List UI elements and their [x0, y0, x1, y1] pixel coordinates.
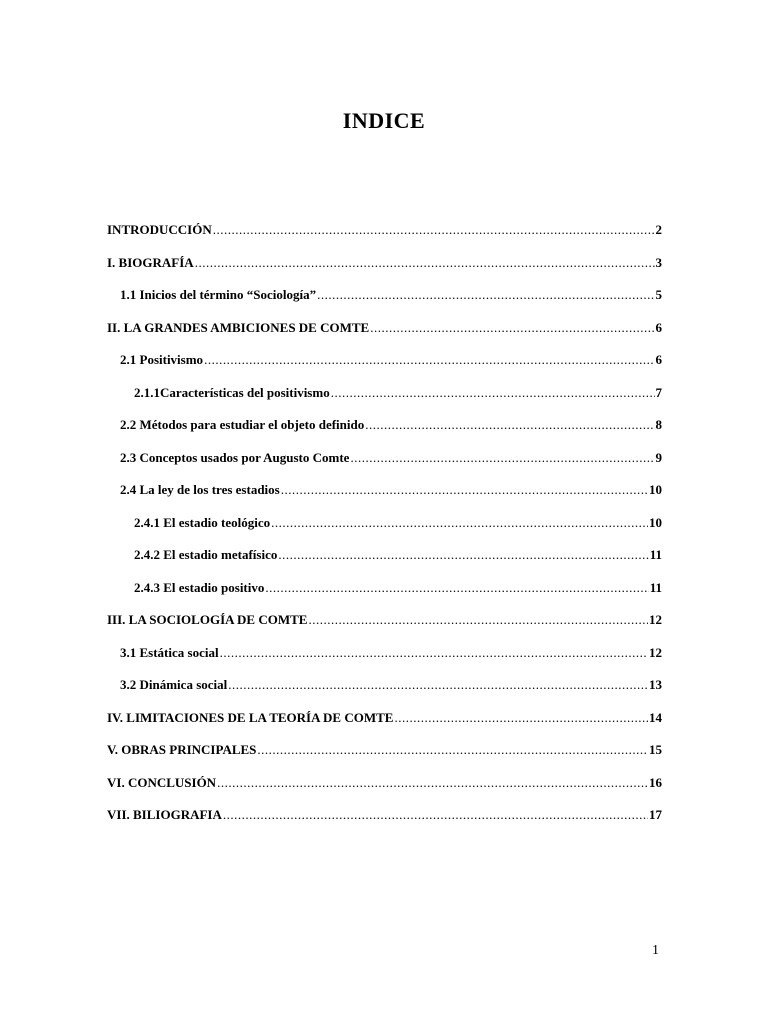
toc-entry-page: 17: [649, 807, 662, 822]
toc-entry-page: 15: [649, 742, 662, 757]
toc-entry[interactable]: [107, 547, 662, 580]
toc-entry[interactable]: [107, 742, 662, 775]
toc-entry[interactable]: [107, 385, 662, 418]
toc-entry[interactable]: [107, 450, 662, 483]
toc-leader: [350, 450, 654, 466]
toc-entry-label: INTRODUCCIÓN: [107, 222, 212, 237]
toc-entry-label: 3.2 Dinámica social: [120, 677, 228, 692]
toc-entry[interactable]: [107, 677, 662, 710]
toc-entry-page: 9: [655, 449, 662, 465]
toc-leader: [278, 547, 648, 563]
toc-leader: [331, 385, 655, 401]
toc-entry-label: 2.4.3 El estadio positivo: [134, 579, 265, 595]
toc-entry[interactable]: [107, 482, 662, 515]
toc-entry-label: VII. BILIOGRAFIA: [107, 807, 222, 822]
toc-entry[interactable]: [107, 320, 662, 353]
toc-entry-page: 2: [655, 222, 662, 237]
toc-entry-page: 16: [649, 774, 662, 790]
toc-leader: [370, 320, 654, 336]
toc-entry[interactable]: [107, 255, 662, 288]
toc-leader: [223, 807, 648, 823]
toc-entry[interactable]: [107, 417, 662, 450]
toc-entry-label: 2.4.2 El estadio metafísico: [134, 547, 278, 562]
toc-entry-page: 5: [655, 287, 662, 302]
toc-entry-page: 10: [649, 514, 662, 530]
toc-leader: [317, 287, 654, 303]
toc-entry[interactable]: [107, 580, 662, 613]
toc-leader: [281, 482, 648, 498]
toc-entry-page: 3: [655, 254, 662, 270]
toc-entry-label: 2.4 La ley de los tres estadios: [120, 482, 280, 497]
toc-entry[interactable]: [107, 287, 662, 320]
toc-leader: [204, 352, 654, 368]
toc-entry[interactable]: [107, 807, 662, 840]
toc-leader: [308, 612, 648, 628]
toc-leader: [217, 775, 648, 791]
toc-entry-page: 13: [649, 677, 662, 692]
toc-leader: [257, 742, 648, 758]
toc-entry-label: 2.4.1 El estadio teológico: [134, 514, 271, 530]
toc-entry-page: 14: [649, 709, 662, 725]
toc-entry-page: 12: [649, 612, 662, 627]
toc-entry-page: 11: [649, 547, 662, 562]
toc-leader: [265, 580, 648, 596]
toc-entry-label: 3.1 Estática social: [120, 644, 219, 660]
toc-entry[interactable]: [107, 710, 662, 743]
toc-leader: [394, 710, 648, 726]
toc-entry-page: 10: [649, 482, 662, 497]
toc-entry-page: 6: [655, 319, 662, 335]
toc-leader: [271, 515, 648, 531]
toc-entry-label: 2.1 Positivismo: [120, 352, 204, 367]
toc-entry[interactable]: [107, 352, 662, 385]
toc-entry-page: 8: [655, 417, 662, 432]
toc-entry-page: 12: [649, 644, 662, 660]
toc-leader: [195, 255, 655, 271]
toc-leader: [213, 222, 655, 238]
toc-leader: [228, 677, 648, 693]
toc-entry-label: IV. LIMITACIONES DE LA TEORÍA DE COMTE: [107, 709, 394, 725]
page-number: 1: [652, 943, 659, 958]
toc-entry-label: II. LA GRANDES AMBICIONES DE COMTE: [107, 319, 370, 335]
table-of-contents: [107, 222, 662, 840]
toc-entry-page: 11: [649, 579, 662, 595]
toc-entry-label: 2.1.1Características del positivismo: [134, 384, 330, 400]
toc-entry-label: III. LA SOCIOLOGÍA DE COMTE: [107, 612, 308, 627]
toc-leader: [220, 645, 648, 661]
toc-entry[interactable]: [107, 645, 662, 678]
toc-entry-label: VI. CONCLUSIÓN: [107, 774, 217, 790]
toc-entry-page: 7: [655, 384, 662, 400]
toc-entry-label: 1.1 Inicios del término “Sociología”: [120, 287, 317, 302]
page-title: INDICE: [342, 108, 426, 133]
toc-entry-label: 2.2 Métodos para estudiar el objeto definido: [120, 417, 365, 432]
toc-entry[interactable]: [107, 222, 662, 255]
toc-entry[interactable]: [107, 612, 662, 645]
toc-entry[interactable]: [107, 775, 662, 808]
toc-leader: [365, 417, 654, 433]
toc-entry-page: 6: [655, 352, 662, 367]
toc-entry-label: 2.3 Conceptos usados por Augusto Comte: [120, 449, 350, 465]
toc-entry-label: I. BIOGRAFÍA: [107, 254, 194, 270]
toc-entry-label: V. OBRAS PRINCIPALES: [107, 742, 257, 757]
toc-entry[interactable]: [107, 515, 662, 548]
